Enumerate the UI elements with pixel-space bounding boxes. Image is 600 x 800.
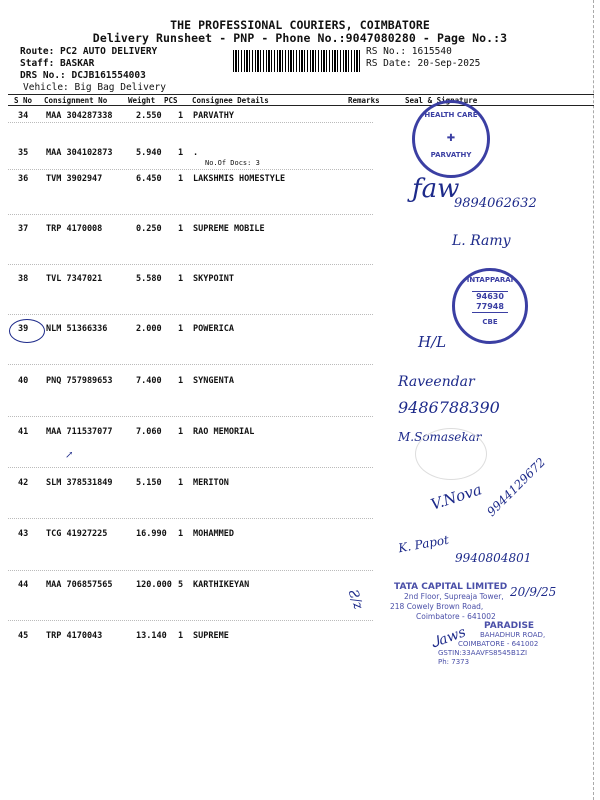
row-divider (8, 518, 373, 519)
stamp-health-care-text: HEALTH CARE (424, 111, 478, 119)
row-consignee: SKYPOINT (193, 274, 234, 284)
row-consignee: SUPREME (193, 631, 229, 641)
row-consignment: PNQ 757989653 (46, 376, 113, 386)
row-consignment: MAA 304287338 (46, 111, 113, 121)
row-consignment: TRP 4170008 (46, 224, 103, 234)
handwritten-name-42: V.Nova (428, 480, 485, 514)
rs-number: RS No.: 1615540 (366, 46, 452, 57)
row-divider (8, 214, 373, 215)
row-weight: 2.550 (136, 111, 162, 121)
col-seal-signature: Seal & Signature (405, 96, 478, 105)
row-divider (8, 467, 373, 468)
stamp-cbe-text: CBE (482, 318, 498, 326)
barcode (233, 50, 361, 72)
row-weight: 5.150 (136, 478, 162, 488)
row-weight: 2.000 (136, 324, 162, 334)
row-pcs: 1 (178, 274, 184, 284)
paradise-phone: Ph: 7373 (438, 658, 470, 666)
row-divider (8, 264, 373, 265)
tata-address-2: 218 Cowely Brown Road, (390, 602, 484, 611)
row-weight: 16.990 (136, 529, 167, 539)
row-weight: 13.140 (136, 631, 167, 641)
row-sno: 35 (18, 148, 29, 158)
row-divider (8, 314, 373, 315)
row-consignee: RAO MEMORIAL (193, 427, 255, 437)
vehicle: Vehicle: Big Bag Delivery (23, 82, 166, 93)
stamp-number-2: 77948 (476, 302, 504, 311)
row-consignment: TCG 41927225 (46, 529, 108, 539)
signature-44: Ƨ/z (344, 587, 366, 612)
row-pcs: 1 (178, 427, 184, 437)
row-consignee: MERITON (193, 478, 229, 488)
row-divider (8, 416, 373, 417)
row-consignment: SLM 378531849 (46, 478, 113, 488)
drs-number: DRS No.: DCJB161554003 (20, 70, 146, 81)
intapparai-stamp (452, 268, 528, 344)
docs-note: No.Of Docs: 3 (205, 159, 260, 167)
signature-36: ƒaw (412, 174, 460, 204)
rs-date: RS Date: 20-Sep-2025 (366, 58, 481, 69)
header-bottom-rule (8, 105, 594, 106)
row-pcs: 1 (178, 376, 184, 386)
header-top-rule (8, 94, 594, 95)
stray-mark-icon: ↗ (65, 450, 74, 461)
col-consignment: Consignment No (44, 96, 108, 105)
health-care-stamp (412, 100, 490, 178)
tata-name: TATA CAPITAL LIMITED (394, 582, 508, 592)
row-consignment: MAA 711537077 (46, 427, 113, 437)
tata-capital-stamp (390, 582, 574, 622)
row-consignee: MOHAMMED (193, 529, 234, 539)
row-sno: 39 (18, 324, 29, 334)
row-sno: 44 (18, 580, 29, 590)
row-consignment: MAA 706857565 (46, 580, 113, 590)
row-consignee: . (193, 148, 199, 158)
row-divider (8, 364, 373, 365)
row-weight: 5.580 (136, 274, 162, 284)
row-sno: 34 (18, 111, 29, 121)
row-sno: 36 (18, 174, 29, 184)
row-pcs: 1 (178, 111, 184, 121)
row-sno: 41 (18, 427, 29, 437)
row-pcs: 1 (178, 224, 184, 234)
paradise-address-1: BAHADHUR ROAD, (480, 631, 546, 639)
tata-address-1: 2nd Floor, Supreaja Tower, (404, 592, 504, 601)
row-pcs: 1 (178, 478, 184, 488)
row-consignee: KARTHIKEYAN (193, 580, 250, 590)
row-consignment: TVL 7347021 (46, 274, 103, 284)
row-consignee: SUPREME MOBILE (193, 224, 265, 234)
route: Route: PC2 AUTO DELIVERY (20, 46, 158, 57)
staff: Staff: BASKAR (20, 58, 95, 69)
row-consignment: TRP 4170043 (46, 631, 103, 641)
stamp-intapparai-text: INTAPPARAI (466, 276, 514, 284)
page-edge (593, 0, 594, 800)
row-sno: 37 (18, 224, 29, 234)
row-pcs: 1 (178, 174, 184, 184)
paradise-name: PARADISE (484, 621, 535, 631)
row-divider (8, 570, 373, 571)
row-weight: 120.000 (136, 580, 172, 590)
signature-45: ᒍaws (428, 624, 468, 652)
row-consignee: PARVATHY (193, 111, 234, 121)
row-consignment: NLM 51366336 (46, 324, 108, 334)
row-weight: 7.060 (136, 427, 162, 437)
col-sno: S No (14, 96, 33, 105)
row-pcs: 5 (178, 580, 184, 590)
col-remarks: Remarks (348, 96, 380, 105)
handwritten-phone-40: 9486788390 (398, 398, 500, 417)
row-weight: 6.450 (136, 174, 162, 184)
handwritten-date-44: 20/9/25 (510, 585, 557, 599)
handwritten-phone-43: 9940804801 (455, 551, 532, 565)
runsheet-subtitle: Delivery Runsheet - PNP - Phone No.:9047080280 - Page No.:3 (92, 31, 508, 45)
row-weight: 0.250 (136, 224, 162, 234)
col-weight: Weight (128, 96, 156, 105)
row-pcs: 1 (178, 148, 184, 158)
row-divider (8, 122, 373, 123)
stamp-number-1: 94630 (476, 292, 504, 301)
handwritten-name-40: Raveendar (398, 374, 475, 390)
row-pcs: 1 (178, 631, 184, 641)
company-title: THE PROFESSIONAL COURIERS, COIMBATORE (170, 18, 430, 32)
col-consignee: Consignee Details (192, 96, 269, 105)
row-consignee: SYNGENTA (193, 376, 234, 386)
row-pcs: 1 (178, 324, 184, 334)
col-pcs: PCS (164, 96, 178, 105)
row-divider (8, 169, 373, 170)
row-pcs: 1 (178, 529, 184, 539)
handwritten-phone-42: 9944129672 (484, 455, 549, 519)
stamp-parvathy-text: PARVATHY (430, 151, 472, 159)
row-sno: 38 (18, 274, 29, 284)
row-consignment: MAA 304102873 (46, 148, 113, 158)
handwritten-phone-36: 9894062632 (454, 196, 537, 211)
stamp-logo-icon: ✚ (446, 133, 456, 144)
handwritten-hl-39: H/L (418, 333, 447, 351)
row-consignee: POWERICA (193, 324, 234, 334)
row-weight: 7.400 (136, 376, 162, 386)
faint-stamp-41 (415, 428, 487, 480)
row-sno: 42 (18, 478, 29, 488)
paradise-gstin: GSTIN:33AAVFS8545B1ZI (438, 649, 528, 657)
tata-address-3: Coimbatore - 641002 (416, 612, 496, 621)
row-sno: 43 (18, 529, 29, 539)
row-sno: 40 (18, 376, 29, 386)
row-weight: 5.940 (136, 148, 162, 158)
row-sno: 45 (18, 631, 29, 641)
row-consignee: LAKSHMIS HOMESTYLE (193, 174, 286, 184)
row-consignment: TVM 3902947 (46, 174, 103, 184)
handwritten-name-37: L. Ramy (452, 233, 511, 249)
row-divider (8, 620, 373, 621)
handwritten-name-41: M.Somasekar (398, 430, 482, 444)
paradise-address-2: COIMBATORE - 641002 (458, 640, 539, 648)
handwritten-name-43: K. Papot (397, 532, 450, 556)
